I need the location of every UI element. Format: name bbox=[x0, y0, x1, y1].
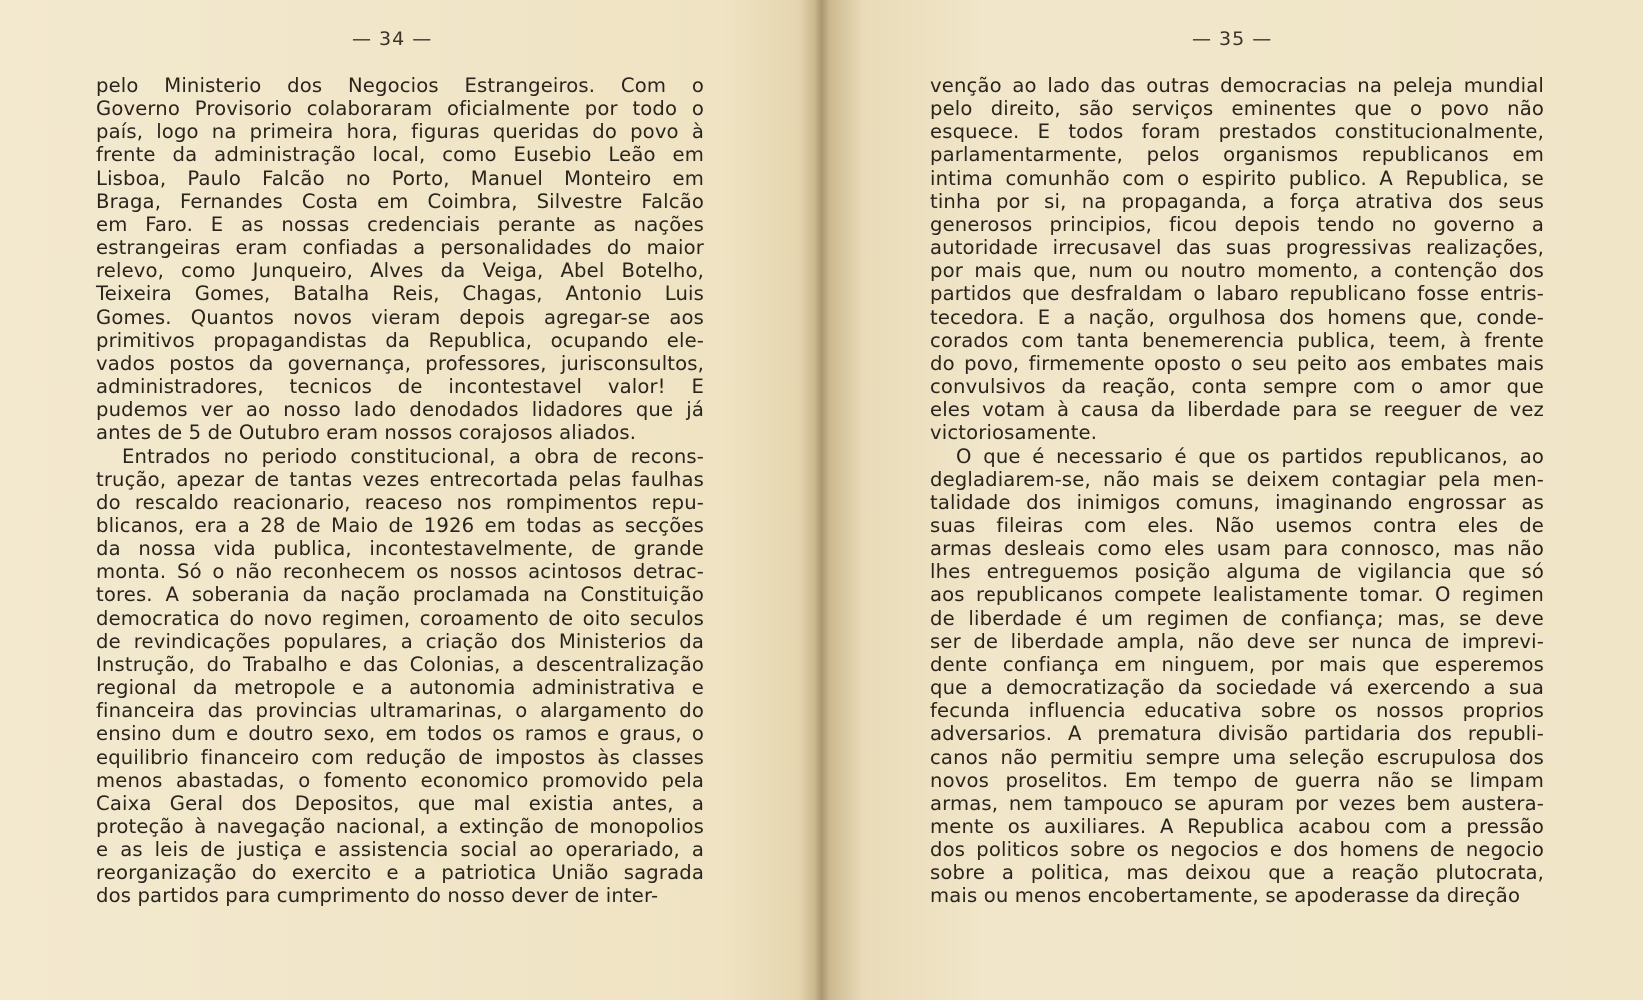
text-line: que a democratização da sociedade vá exercendo a sua bbox=[930, 676, 1544, 700]
text-line: armas, nem tampouco se apuram por vezes bem austera- bbox=[930, 791, 1544, 815]
text-line: partidos que desfraldam o labaro republicano fosse entris- bbox=[930, 282, 1544, 306]
text-line: vados postos da governança, professores, jurisconsultos, bbox=[96, 351, 704, 375]
left-page bbox=[0, 0, 820, 1000]
text-line: equilibrio financeiro com redução de impostos às classes bbox=[96, 745, 704, 769]
right-page bbox=[820, 0, 1643, 1000]
text-line: armas desleais como eles usam para connosco, mas não bbox=[930, 537, 1544, 561]
text-line: convulsivos da reação, conta sempre com o amor que bbox=[930, 375, 1544, 399]
text-line: reorganização do exercito e a patriotica União sagrada bbox=[96, 861, 704, 885]
page-number: — 34 — bbox=[352, 28, 433, 50]
text-line: Braga, Fernandes Costa em Coimbra, Silvestre Falcão bbox=[96, 189, 704, 213]
text-line: talidade dos inimigos comuns, imaginando engrossar as bbox=[930, 490, 1544, 514]
text-line: venção ao lado das outras democracias na peleja mundial bbox=[930, 74, 1544, 97]
text-line: adversarios. A prematura divisão partidaria dos republi- bbox=[930, 722, 1544, 746]
text-line: autoridade irrecusavel das suas progressivas realizações, bbox=[930, 236, 1544, 260]
text-line: ser de liberdade ampla, não deve ser nunca de imprevi- bbox=[930, 629, 1544, 653]
text-line: canos não permitiu sempre uma seleção escrupulosa dos bbox=[930, 745, 1544, 769]
text-line: corados com tanta benemerencia publica, teem, à frente bbox=[930, 328, 1544, 352]
text-line: esquece. E todos foram prestados constitucionalmente, bbox=[930, 120, 1544, 144]
text-line: primitivos propagandistas da Republica, ocupando ele- bbox=[96, 328, 704, 352]
text-line: blicanos, era a 28 de Maio de 1926 em todas as secções bbox=[96, 513, 704, 537]
right-page-body bbox=[930, 74, 1544, 908]
text-line: tinha por si, na propaganda, a força atrativa dos seus bbox=[930, 189, 1544, 213]
text-line: democratica do novo regimen, coroamento de oito seculos bbox=[96, 606, 704, 630]
text-line: pelo Ministerio dos Negocios Estrangeiros. Com o bbox=[96, 74, 704, 97]
text-line: da nossa vida publica, incontestavelmente, de grande bbox=[96, 537, 704, 561]
text-line: e as leis de justiça e assistencia social ao operariado, a bbox=[96, 838, 704, 862]
text-line: monta. Só o não reconhecem os nossos acintosos detrac- bbox=[96, 560, 704, 584]
text-line: parlamentarmente, pelos organismos republicanos em bbox=[930, 143, 1544, 167]
text-line: regional da metropole e a autonomia administrativa e bbox=[96, 676, 704, 700]
left-page-body bbox=[96, 74, 704, 908]
text-line: sobre a politica, mas deixou que a reação plutocrata, bbox=[930, 861, 1544, 885]
text-line: ensino dum e doutro sexo, em todos os ramos e graus, o bbox=[96, 722, 704, 746]
text-line: Entrados no periodo constitucional, a obra de recons- bbox=[122, 444, 704, 468]
text-line: Gomes. Quantos novos vieram depois agregar-se aos bbox=[96, 305, 704, 329]
text-line: Teixeira Gomes, Batalha Reis, Chagas, Antonio Luis bbox=[96, 282, 704, 306]
page-number: — 35 — bbox=[1192, 28, 1273, 50]
text-line: generosos principios, ficou depois tendo no governo a bbox=[930, 212, 1544, 236]
text-line: mais ou menos encobertamente, se apoderasse da direção bbox=[930, 884, 1521, 908]
text-line: Governo Provisorio colaboraram oficialmente por todo o bbox=[96, 97, 704, 121]
text-line: pelo direito, são serviços eminentes que o povo não bbox=[930, 97, 1544, 121]
text-line: tores. A soberania da nação proclamada na Constituição bbox=[96, 583, 704, 607]
text-line: novos proselitos. Em tempo de guerra não se limpam bbox=[930, 768, 1544, 792]
text-line: Instrução, do Trabalho e das Colonias, a descentralização bbox=[96, 652, 704, 676]
text-line: frente da administração local, como Eusebio Leão em bbox=[96, 143, 704, 167]
text-line: relevo, como Junqueiro, Alves da Veiga, Abel Botelho, bbox=[96, 259, 704, 283]
text-line: menos abastadas, o fomento economico promovido pela bbox=[96, 768, 704, 792]
text-line: degladiarem-se, não mais se deixem contagiar pela men- bbox=[930, 467, 1544, 491]
text-line: administradores, tecnicos de incontestavel valor! E bbox=[96, 375, 704, 399]
text-line: Lisboa, Paulo Falcão no Porto, Manuel Monteiro em bbox=[96, 166, 704, 190]
text-line: fecunda influencia educativa sobre os nossos proprios bbox=[930, 699, 1544, 723]
text-line: Caixa Geral dos Depositos, que mal existia antes, a bbox=[96, 791, 704, 815]
text-line: dente confiança em ninguem, por mais que esperemos bbox=[930, 652, 1544, 676]
text-line: aos republicanos compete lealistamente tomar. O regimen bbox=[930, 583, 1544, 607]
text-line: pudemos ver ao nosso lado denodados lidadores que já bbox=[96, 398, 704, 422]
text-line: trução, apezar de tantas vezes entrecortada pelas faulhas bbox=[96, 467, 704, 491]
text-line: mente os auxiliares. A Republica acabou com a pressão bbox=[930, 815, 1544, 838]
text-line: do povo, firmemente oposto o seu peito aos embates mais bbox=[930, 351, 1544, 375]
text-line: dos partidos para cumprimento do nosso dever de inter- bbox=[96, 884, 659, 908]
text-line: tecedora. E a nação, orgulhosa dos homens que, conde- bbox=[930, 305, 1544, 329]
text-line: de liberdade é um regimen de confiança; mas, se deve bbox=[930, 606, 1544, 630]
text-line: O que é necessario é que os partidos republicanos, ao bbox=[956, 444, 1544, 468]
text-line: eles votam à causa da liberdade para se reeguer de vez bbox=[930, 398, 1544, 422]
text-line: estrangeiras eram confiadas a personalidades do maior bbox=[96, 236, 704, 260]
text-line: em Faro. E as nossas credenciais perante as nações bbox=[96, 212, 704, 236]
text-line: proteção à navegação nacional, a extinção de monopolios bbox=[96, 815, 704, 838]
text-line: victoriosamente. bbox=[930, 421, 1098, 445]
text-line: país, logo na primeira hora, figuras queridas do povo à bbox=[96, 120, 704, 144]
text-line: financeira das provincias ultramarinas, o alargamento do bbox=[96, 699, 704, 723]
text-line: dos politicos sobre os negocios e dos homens de negocio bbox=[930, 838, 1544, 862]
text-line: antes de 5 de Outubro eram nossos corajosos aliados. bbox=[96, 421, 637, 445]
text-line: do rescaldo reacionario, reaceso nos rompimentos repu- bbox=[96, 490, 704, 514]
text-line: lhes entreguemos posição alguma de vigilancia que só bbox=[930, 560, 1544, 584]
text-line: suas fileiras com eles. Não usemos contra eles de bbox=[930, 513, 1544, 537]
text-line: por mais que, num ou noutro momento, a contenção dos bbox=[930, 259, 1544, 283]
text-line: intima comunhão com o espirito publico. A Republica, se bbox=[930, 166, 1544, 190]
text-line: de revindicações populares, a criação dos Ministerios da bbox=[96, 629, 704, 653]
